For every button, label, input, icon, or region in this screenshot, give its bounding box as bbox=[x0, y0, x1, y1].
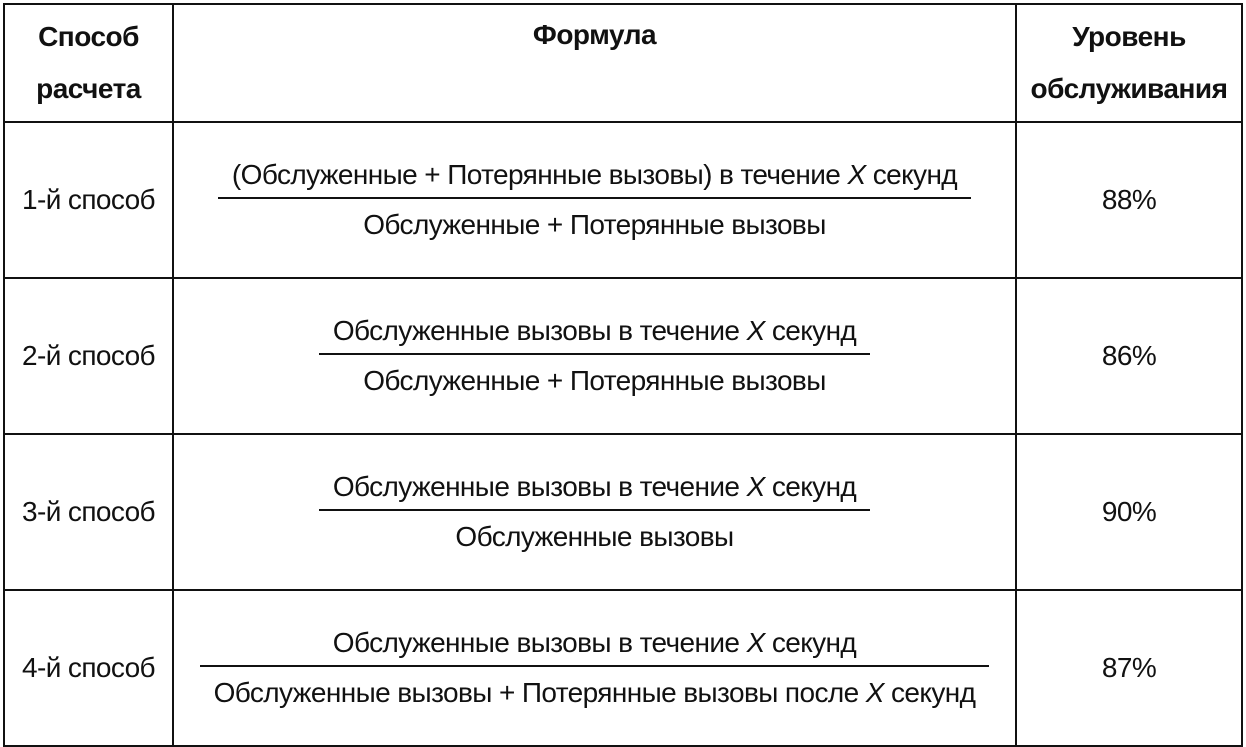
formula-numerator bbox=[319, 315, 870, 355]
numerator-text: Обслуженные вызовы в течение bbox=[332, 627, 747, 658]
formula-fraction bbox=[319, 471, 870, 553]
header-row bbox=[4, 4, 1242, 122]
formula-fraction bbox=[319, 315, 870, 397]
variable-x: X bbox=[746, 315, 765, 346]
method-cell: 4-й способ bbox=[4, 590, 173, 746]
numerator-text-end: секунд bbox=[764, 627, 857, 658]
formula-header-label: Формула bbox=[532, 19, 657, 50]
method-cell: 3-й способ bbox=[4, 434, 173, 590]
method-cell: 2-й способ bbox=[4, 278, 173, 434]
level-cell: 86% bbox=[1016, 278, 1242, 434]
method-cell: 1-й способ bbox=[4, 122, 173, 278]
level-header-line2: обслуживания bbox=[1030, 73, 1228, 104]
level-column-header bbox=[1016, 4, 1242, 122]
formula-denominator bbox=[200, 667, 990, 709]
numerator-text-end: секунд bbox=[865, 159, 958, 190]
formula-denominator bbox=[319, 355, 870, 397]
numerator-text-end: секунд bbox=[764, 471, 857, 502]
variable-x: X bbox=[847, 159, 866, 190]
numerator-text: Обслуженные вызовы в течение bbox=[332, 471, 747, 502]
formula-numerator bbox=[319, 471, 870, 511]
formula-fraction bbox=[200, 627, 990, 709]
table-row bbox=[4, 278, 1242, 434]
table-row bbox=[4, 122, 1242, 278]
method-header-line2: расчета bbox=[36, 73, 141, 104]
numerator-text: Обслуженные вызовы в течение bbox=[332, 315, 747, 346]
service-level-table bbox=[3, 3, 1243, 747]
denominator-text: Обслуженные вызовы + Потерянные вызовы после bbox=[213, 677, 866, 708]
formula-denominator bbox=[319, 511, 870, 553]
method-column-header bbox=[4, 4, 173, 122]
denominator-text-end: секунд bbox=[883, 677, 976, 708]
formula-column-header bbox=[173, 4, 1016, 122]
denominator-text: Обслуженные + Потерянные вызовы bbox=[363, 209, 826, 240]
variable-x: X bbox=[865, 677, 884, 708]
formula-cell bbox=[173, 590, 1016, 746]
formula-cell bbox=[173, 122, 1016, 278]
method-header-line1: Способ bbox=[38, 21, 139, 52]
formula-cell bbox=[173, 278, 1016, 434]
table-row bbox=[4, 590, 1242, 746]
table-row bbox=[4, 434, 1242, 590]
formula-numerator bbox=[218, 159, 971, 199]
formula-numerator bbox=[200, 627, 990, 667]
variable-x: X bbox=[746, 471, 765, 502]
level-header-line1: Уровень bbox=[1072, 21, 1186, 52]
denominator-text: Обслуженные + Потерянные вызовы bbox=[363, 365, 826, 396]
formula-fraction bbox=[218, 159, 971, 241]
numerator-text-end: секунд bbox=[764, 315, 857, 346]
level-cell: 90% bbox=[1016, 434, 1242, 590]
level-cell: 88% bbox=[1016, 122, 1242, 278]
denominator-text: Обслуженные вызовы bbox=[455, 521, 734, 552]
formula-cell bbox=[173, 434, 1016, 590]
formula-denominator bbox=[218, 199, 971, 241]
numerator-text: (Обслуженные + Потерянные вызовы) в течение bbox=[231, 159, 848, 190]
level-cell: 87% bbox=[1016, 590, 1242, 746]
variable-x: X bbox=[746, 627, 765, 658]
